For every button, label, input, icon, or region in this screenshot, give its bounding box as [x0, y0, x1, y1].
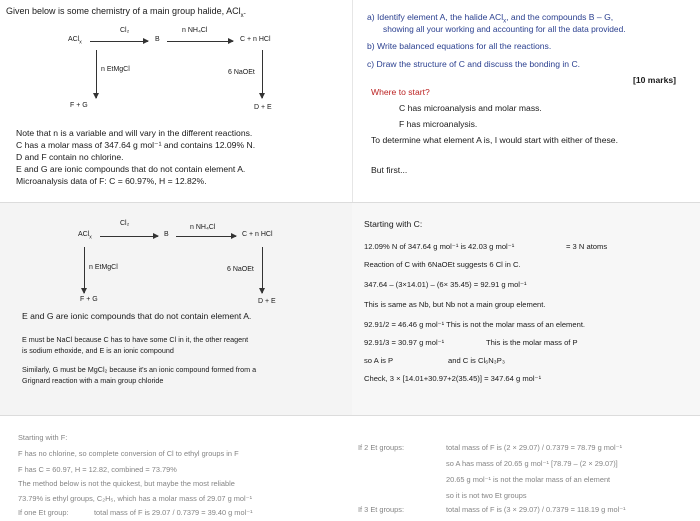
scheme-cl2: Cl₂	[120, 27, 130, 34]
scheme2-naoet: 6 NaOEt	[227, 266, 254, 273]
scheme-arrow-3	[96, 50, 97, 98]
answer-line-1: C has microanalysis and molar mass.	[399, 103, 542, 113]
task-b: b) Write balanced equations for all the reactions.	[367, 41, 552, 51]
scheme-fg: F + G	[70, 102, 88, 109]
three-et-heading: If 3 Et groups:	[358, 505, 405, 514]
answer-line-2: F has microanalysis.	[399, 119, 478, 129]
scheme2-etmgcl: n EtMgCl	[89, 264, 118, 271]
note-3: D and F contain no chlorine.	[16, 152, 124, 162]
f-line-6b: total mass of F is 29.07 / 0.7379 = 39.40 g mol⁻¹	[94, 508, 253, 517]
note-5: Microanalysis data of F: C = 60.97%, H = 12.82%.	[16, 176, 207, 186]
e-reason-1: E must be NaCl because C has to have some Cl in it, the other reagent	[22, 335, 249, 344]
bottom-right-panel	[352, 416, 700, 521]
tasks-panel	[352, 0, 700, 202]
scheme-b: B	[155, 36, 160, 43]
calc-1b: = 3 N atoms	[566, 242, 608, 251]
scheme2-nh4cl: n NH₄Cl	[190, 224, 216, 231]
scheme-nh4cl: n NH₄Cl	[182, 27, 208, 34]
scheme2-fg: F + G	[80, 296, 98, 303]
bottom-left-panel	[0, 416, 352, 521]
scheme2-b: B	[164, 231, 169, 238]
scheme2-de: D + E	[258, 298, 276, 305]
calc-6: 92.91/3 = 30.97 g mol⁻¹	[364, 338, 445, 347]
two-et-1: total mass of F is (2 × 29.07) / 0.7379 = 78.79 g mol⁻¹	[446, 443, 623, 452]
calc-6b: This is the molar mass of P	[486, 338, 578, 347]
scheme-arrow-2	[167, 41, 233, 42]
scheme-c-hcl: C + n HCl	[240, 36, 271, 43]
mid-right-panel	[352, 203, 700, 415]
scheme-arrow-4	[262, 50, 263, 98]
task-c: c) Draw the structure of C and discuss the bonding in C.	[367, 59, 581, 69]
e-reason-2: is sodium ethoxide, and E is an ionic compound	[22, 346, 174, 355]
scheme-start: ACl$_x$	[68, 36, 82, 46]
scheme-de: D + E	[254, 104, 272, 111]
calc-2: Reaction of C with 6NaOEt suggests 6 Cl in C.	[364, 260, 521, 269]
scheme2-cl2: Cl₂	[120, 220, 130, 227]
scheme-arrow-1	[90, 41, 148, 42]
two-et-3: 20.65 g mol⁻¹ is not the molar mass of an element	[446, 475, 611, 484]
question-panel	[0, 0, 352, 202]
start-f: Starting with F:	[18, 433, 68, 442]
calc-7: so A is P	[364, 356, 394, 365]
scheme2-arrow-4	[262, 247, 263, 293]
two-et-heading: If 2 Et groups:	[358, 443, 405, 452]
calc-8: Check, 3 × [14.01+30.97+2(35.45)] = 347.64 g mol⁻¹	[364, 374, 542, 383]
f-line-6a: If one Et group:	[18, 508, 69, 517]
scheme2-c-hcl: C + n HCl	[242, 231, 273, 238]
start-c: Starting with C:	[364, 219, 423, 229]
note-4: E and G are ionic compounds that do not contain element A.	[16, 164, 246, 174]
scheme2-arrow-1	[100, 236, 158, 237]
f-line-3: F has C = 60.97, H = 12.82, combined = 73.79%	[18, 465, 177, 474]
scheme2-start: ACl$_x$	[78, 231, 92, 241]
scheme2-arrow-2	[176, 236, 236, 237]
scheme-naoet: 6 NaOEt	[228, 69, 255, 76]
calc-3: 347.64 – (3×14.01) – (6× 35.45) = 92.91 g mol⁻¹	[364, 280, 527, 289]
answer-line-3: To determine what element A is, I would start with either of these.	[371, 135, 618, 145]
marks: [10 marks]	[633, 75, 676, 85]
ionic-note: E and G are ionic compounds that do not contain element A.	[22, 311, 252, 321]
calc-4: This is same as Nb, but Nb not a main group element.	[364, 300, 546, 309]
f-line-5: 73.79% is ethyl groups, C₂H₅, which has a molar mass of 29.07 g mol⁻¹	[18, 494, 253, 503]
task-a-line2: showing all your working and accounting for all the data provided.	[383, 24, 626, 34]
mid-left-panel	[0, 203, 352, 415]
calc-5: 92.91/2 = 46.46 g mol⁻¹ This is not the molar mass of an element.	[364, 320, 586, 329]
g-reason-1: Similarly, G must be MgCl₂ because it's an ionic compound formed from a	[22, 365, 257, 374]
answer-question: Where to start?	[371, 87, 430, 97]
scheme2-arrow-3	[84, 247, 85, 293]
three-et-1: total mass of F is (3 × 29.07) / 0.7379 = 118.19 g mol⁻¹	[446, 505, 626, 514]
f-line-2: F has no chlorine, so complete conversion of Cl to ethyl groups in F	[18, 449, 239, 458]
answer-line-4: But first...	[371, 165, 408, 175]
question-intro: Given below is some chemistry of a main group halide, ACl$_x$.	[6, 6, 247, 19]
two-et-4: so it is not two Et groups	[446, 491, 527, 500]
task-a-line1: a) Identify element A, the halide ACl$_x$, and the compounds B – G,	[367, 12, 614, 25]
calc-7b: and C is Cl₆N₃P₃	[448, 356, 505, 365]
scheme-etmgcl: n EtMgCl	[101, 66, 130, 73]
two-et-2: so A has mass of 20.65 g mol⁻¹ [78.79 – (2 × 29.07)]	[446, 459, 618, 468]
g-reason-2: Grignard reaction with a main group chloride	[22, 376, 164, 385]
note-2: C has a molar mass of 347.64 g mol⁻¹ and contains 12.09% N.	[16, 140, 256, 150]
calc-1: 12.09% N of 347.64 g mol⁻¹ is 42.03 g mol⁻¹	[364, 242, 515, 251]
note-1: Note that n is a variable and will vary in the different reactions.	[16, 128, 253, 138]
f-line-4: The method below is not the quickest, but maybe the most reliable	[18, 479, 235, 488]
